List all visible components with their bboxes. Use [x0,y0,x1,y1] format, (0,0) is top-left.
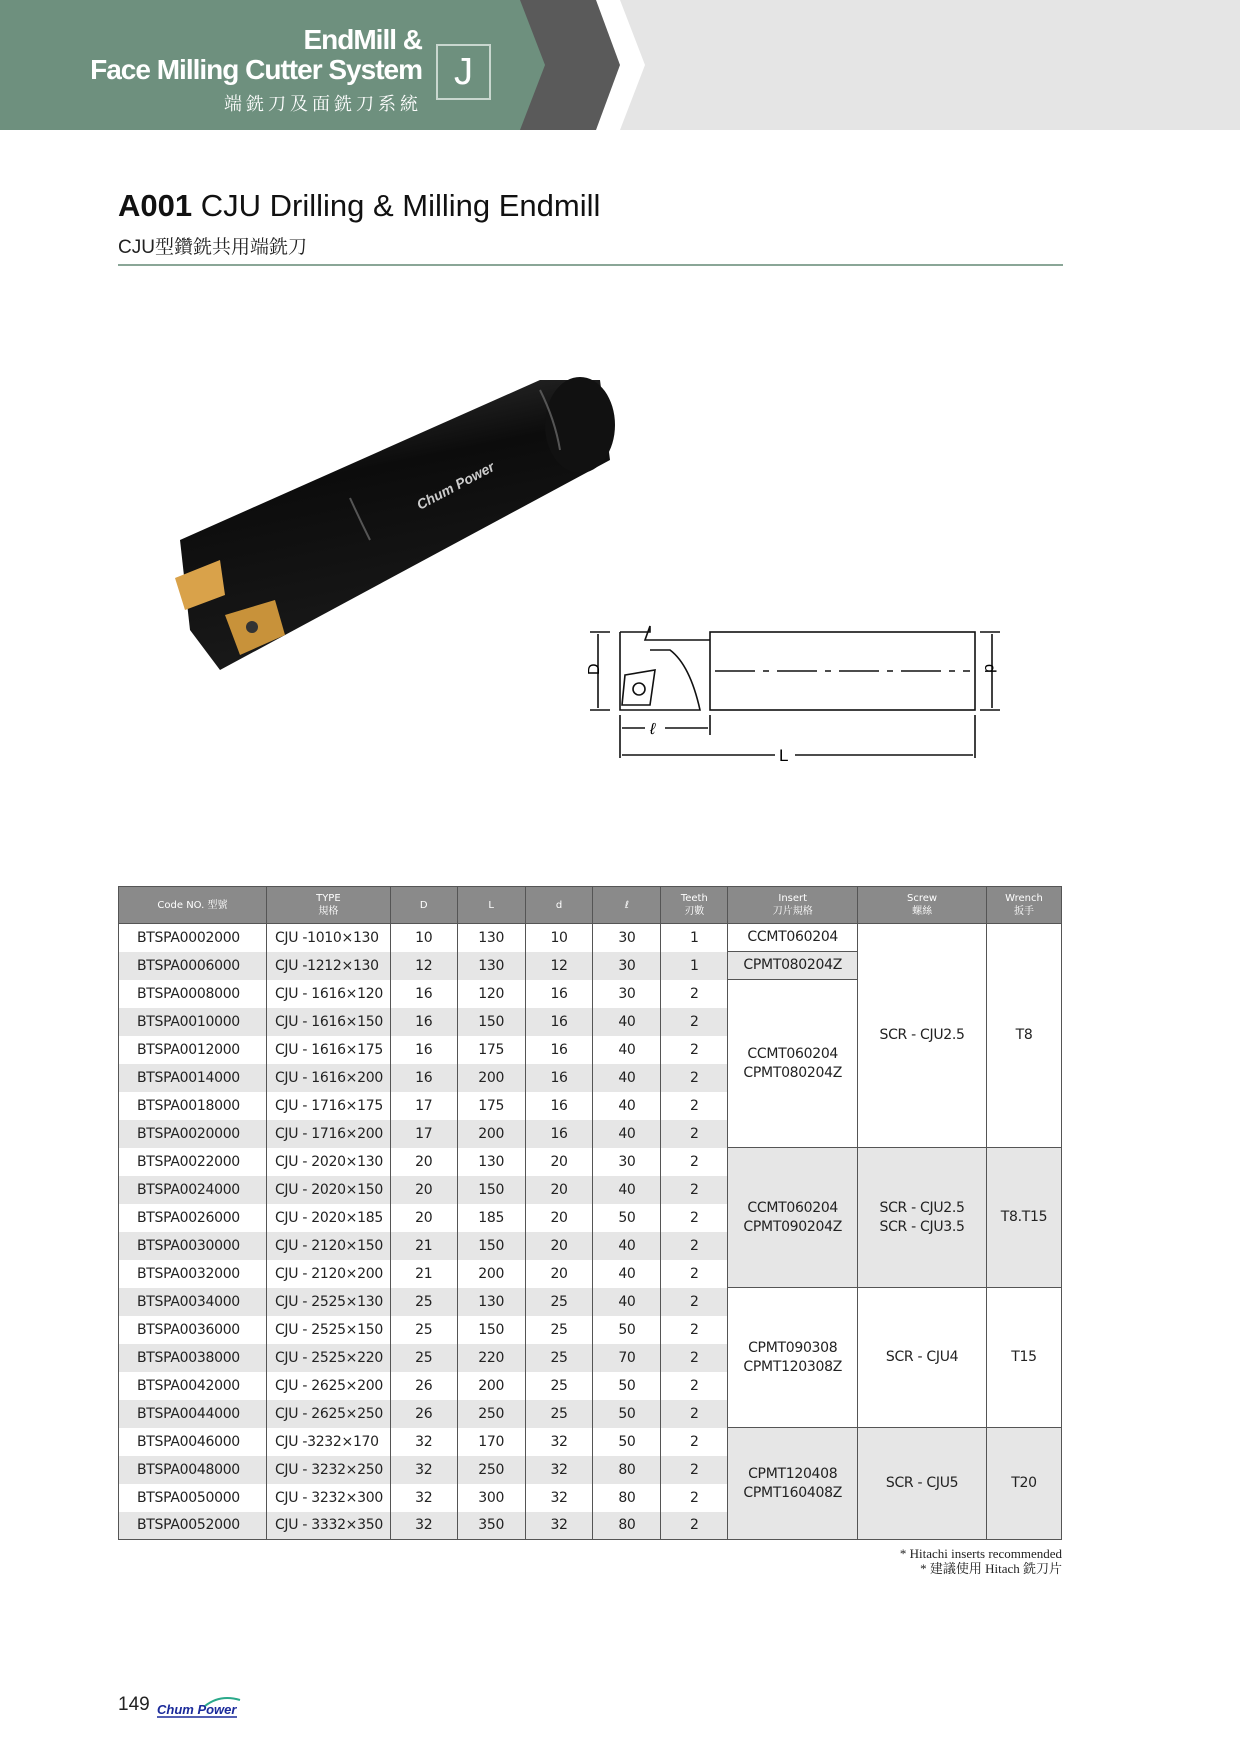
table-row [119,1428,1062,1456]
table-cell: 25 [390,1344,457,1372]
table-cell: 30 [593,980,661,1008]
table-cell: 21 [390,1232,457,1260]
footnote [900,1546,1062,1576]
table-cell: 16 [525,1120,593,1148]
table-cell: 40 [593,1176,661,1204]
wrench-cell: T8.T15 [986,1148,1061,1288]
header-title-chinese: 端銑刀及面銑刀系統 [224,94,422,114]
table-cell: BTSPA0010000 [119,1008,267,1036]
table-cell: CJU - 1716×200 [266,1120,390,1148]
brand-logo [155,1694,245,1720]
table-cell: CJU -3232×170 [266,1428,390,1456]
column-header-label: 扳手 [1013,906,1034,917]
table-cell: CJU -1212×130 [266,952,390,980]
column-header [390,887,457,924]
insert-spec: CPMT120308Z [743,1358,843,1375]
screw-cell [858,924,987,1148]
insert-cell [728,1428,858,1540]
table-cell: BTSPA0034000 [119,1288,267,1316]
table-cell: 2 [661,1064,728,1092]
table-cell: 1 [661,952,728,980]
table-cell: 40 [593,1232,661,1260]
table-cell: 50 [593,1204,661,1232]
table-cell: 16 [390,980,457,1008]
table-cell: 130 [457,924,525,952]
wrench-cell: T15 [986,1288,1061,1428]
table-cell: 20 [525,1204,593,1232]
table-cell: 32 [525,1456,593,1484]
column-header [661,887,728,924]
table-cell: 32 [390,1484,457,1512]
page-subtitle: CJU型鑽銑共用端銑刀 [118,237,307,258]
table-cell: 2 [661,1400,728,1428]
table-cell: 150 [457,1176,525,1204]
column-header-label: Screw [907,893,938,904]
insert-spec: CPMT080204Z [743,957,843,973]
screw-spec: SCR - CJU2.5 [879,1199,965,1216]
title-divider [118,264,1063,266]
table-cell: 2 [661,1512,728,1540]
table-cell: 10 [525,924,593,952]
column-header-label: ℓ [624,899,629,911]
table-cell: BTSPA0050000 [119,1484,267,1512]
table-cell: BTSPA0026000 [119,1204,267,1232]
column-header-label: Code NO. 型號 [157,899,228,911]
table-cell: 300 [457,1484,525,1512]
table-cell: 32 [525,1428,593,1456]
insert-spec: CCMT060204 [747,1199,839,1216]
table-cell: 130 [457,1288,525,1316]
table-cell: 25 [525,1316,593,1344]
table-cell: BTSPA0008000 [119,980,267,1008]
column-header [593,887,661,924]
footnote-en: * Hitachi inserts recommended [899,1546,1062,1561]
insert-cell [728,1288,858,1428]
table-cell: 185 [457,1204,525,1232]
column-header-label: 規格 [318,906,339,917]
table-cell: BTSPA0002000 [119,924,267,952]
dim-l: ℓ [650,721,656,738]
table-cell: 32 [525,1512,593,1540]
table-cell: BTSPA0042000 [119,1372,267,1400]
screw-cell [858,1428,987,1540]
table-cell: BTSPA0044000 [119,1400,267,1428]
table-cell: 2 [661,1204,728,1232]
table-cell: 20 [525,1176,593,1204]
insert-spec: CPMT160408Z [743,1484,843,1501]
table-cell: 120 [457,980,525,1008]
column-header [457,887,525,924]
table-cell: 20 [525,1232,593,1260]
column-header-label: Insert [778,893,808,904]
screw-spec: SCR - CJU3.5 [879,1218,965,1235]
table-cell: CJU - 2625×200 [266,1372,390,1400]
table-cell: 17 [390,1092,457,1120]
table-cell: BTSPA0024000 [119,1176,267,1204]
screw-cell [858,1148,987,1288]
column-header [525,887,593,924]
table-cell: 40 [593,1092,661,1120]
brand-logo-text: Chum Power [157,1702,237,1717]
page-title [118,188,600,224]
table-cell: CJU - 1716×175 [266,1092,390,1120]
table-cell: 170 [457,1428,525,1456]
table-cell: 2 [661,1456,728,1484]
wrench-cell: T8 [986,924,1061,1148]
table-cell: 200 [457,1260,525,1288]
table-cell: BTSPA0048000 [119,1456,267,1484]
table-cell: CJU - 1616×175 [266,1036,390,1064]
table-cell: BTSPA0032000 [119,1260,267,1288]
insert-spec: CPMT080204Z [743,1064,843,1081]
table-cell: 10 [390,924,457,952]
table-cell: 80 [593,1484,661,1512]
table-cell: 16 [525,1064,593,1092]
table-cell: CJU - 3232×300 [266,1484,390,1512]
dim-D: D [586,663,603,675]
table-cell: 250 [457,1400,525,1428]
column-header-label: L [488,899,494,911]
table-cell: 30 [593,952,661,980]
table-cell: 21 [390,1260,457,1288]
table-cell: 2 [661,1036,728,1064]
table-cell: 40 [593,1288,661,1316]
table-cell: 30 [593,924,661,952]
table-cell: CJU - 2120×150 [266,1232,390,1260]
table-cell: 16 [390,1008,457,1036]
table-cell: 32 [525,1484,593,1512]
table-cell: 20 [525,1148,593,1176]
section-badge: J [436,44,491,100]
column-header [119,887,267,924]
table-cell: 40 [593,1260,661,1288]
table-cell: CJU - 2020×130 [266,1148,390,1176]
product-photo [160,370,630,680]
table-cell: 70 [593,1344,661,1372]
table-cell: 16 [525,1008,593,1036]
table-row [119,1288,1062,1316]
wrench-cell: T20 [986,1428,1061,1540]
table-cell: 50 [593,1372,661,1400]
table-cell: 25 [525,1400,593,1428]
table-cell: 2 [661,1372,728,1400]
table-cell: 2 [661,1092,728,1120]
table-cell: 2 [661,1288,728,1316]
column-header [728,887,858,924]
table-cell: 80 [593,1512,661,1540]
table-cell: 250 [457,1456,525,1484]
table-cell: CJU - 1616×150 [266,1008,390,1036]
column-header-label: TYPE [316,893,341,904]
column-header-label: Teeth [680,893,708,904]
table-cell: 150 [457,1316,525,1344]
table-cell: BTSPA0030000 [119,1232,267,1260]
table-cell: 12 [390,952,457,980]
insert-spec: CCMT060204 [747,929,839,945]
table-cell: 200 [457,1120,525,1148]
column-header-label: d [555,899,563,911]
table-cell: 25 [525,1288,593,1316]
table-cell: 2 [661,1316,728,1344]
header-title-line2: Face Milling Cutter System [90,54,422,85]
table-cell: 2 [661,1148,728,1176]
table-cell: BTSPA0038000 [119,1344,267,1372]
table-cell: 16 [390,1036,457,1064]
table-cell: 40 [593,1120,661,1148]
insert-cell [728,980,858,1148]
column-header-label: 刀片規格 [772,906,813,917]
table-cell: BTSPA0052000 [119,1512,267,1540]
table-cell: CJU -1010×130 [266,924,390,952]
table-cell: 80 [593,1456,661,1484]
table-cell: 130 [457,1148,525,1176]
table-cell: 2 [661,1176,728,1204]
table-cell: 200 [457,1064,525,1092]
table-cell: 40 [593,1036,661,1064]
table-cell: CJU - 2525×150 [266,1316,390,1344]
screw-spec: SCR - CJU4 [885,1349,959,1365]
footnote-zh: * 建議使用 Hitach 銑刀片 [920,1561,1062,1576]
table-cell: CJU - 2525×130 [266,1288,390,1316]
table-cell: 32 [390,1456,457,1484]
table-cell: 20 [390,1148,457,1176]
screw-spec: SCR - CJU2.5 [879,1027,965,1043]
table-cell: 40 [593,1064,661,1092]
header-title-line1: EndMill & [303,24,422,55]
table-cell: 16 [525,1036,593,1064]
insert-cell [728,952,858,980]
table-cell: 2 [661,1008,728,1036]
table-header [119,887,1062,924]
table-cell: 32 [390,1428,457,1456]
table-cell: 2 [661,980,728,1008]
column-header [266,887,390,924]
table-cell: 2 [661,1484,728,1512]
table-cell: 175 [457,1036,525,1064]
table-row [119,1148,1062,1176]
table-cell: 26 [390,1372,457,1400]
table-cell: 50 [593,1400,661,1428]
table-cell: 150 [457,1232,525,1260]
table-cell: 50 [593,1316,661,1344]
photo-brand-text: Chum Power [413,458,497,513]
table-cell: BTSPA0020000 [119,1120,267,1148]
table-cell: BTSPA0046000 [119,1428,267,1456]
table-cell: CJU - 2525×220 [266,1344,390,1372]
column-header-label: Wrench [1005,893,1043,904]
insert-cell [728,1148,858,1288]
column-header-label: 螺絲 [912,906,933,917]
table-cell: 25 [525,1372,593,1400]
table-cell: 40 [593,1008,661,1036]
table-cell: CJU - 1616×200 [266,1064,390,1092]
table-cell: 20 [390,1176,457,1204]
table-cell: CJU - 2020×150 [266,1176,390,1204]
table-cell: 20 [525,1260,593,1288]
dim-d: d [981,664,998,673]
table-cell: 30 [593,1148,661,1176]
table-row [119,924,1062,952]
column-header [858,887,987,924]
table-cell: 32 [390,1512,457,1540]
product-name: CJU Drilling & Milling Endmill [200,188,601,223]
table-cell: BTSPA0012000 [119,1036,267,1064]
insert-spec: CPMT090204Z [743,1218,843,1235]
table-cell: 220 [457,1344,525,1372]
table-cell: 2 [661,1344,728,1372]
table-cell: 2 [661,1232,728,1260]
specification-table [118,886,1062,1540]
dim-L: L [779,746,789,765]
table-cell: CJU - 2020×185 [266,1204,390,1232]
insert-spec: CPMT120408 [748,1465,838,1482]
table-cell: 2 [661,1428,728,1456]
product-code: A001 [118,188,193,223]
column-header-label: D [419,899,428,911]
page-number: 149 [118,1694,150,1715]
column-header-label: 刃數 [684,906,705,917]
table-cell: 16 [525,980,593,1008]
table-cell: 200 [457,1372,525,1400]
table-cell: 150 [457,1008,525,1036]
table-cell: 25 [390,1316,457,1344]
table-cell: BTSPA0022000 [119,1148,267,1176]
insert-spec: CPMT090308 [748,1339,838,1356]
insert-cell [728,924,858,952]
table-cell: CJU - 2625×250 [266,1400,390,1428]
screw-spec: SCR - CJU5 [885,1475,959,1491]
insert-spec: CCMT060204 [747,1045,839,1062]
table-cell: 350 [457,1512,525,1540]
table-cell: CJU - 3332×350 [266,1512,390,1540]
technical-drawing [580,620,1010,770]
table-cell: 130 [457,952,525,980]
table-cell: 175 [457,1092,525,1120]
table-cell: 20 [390,1204,457,1232]
screw-cell [858,1288,987,1428]
table-cell: 1 [661,924,728,952]
table-cell: 25 [390,1288,457,1316]
table-cell: CJU - 3232×250 [266,1456,390,1484]
table-cell: 12 [525,952,593,980]
table-cell: 25 [525,1344,593,1372]
table-cell: BTSPA0014000 [119,1064,267,1092]
table-cell: 17 [390,1120,457,1148]
table-cell: 26 [390,1400,457,1428]
table-cell: CJU - 1616×120 [266,980,390,1008]
table-cell: BTSPA0018000 [119,1092,267,1120]
table-cell: 16 [390,1064,457,1092]
table-cell: BTSPA0006000 [119,952,267,980]
table-cell: 2 [661,1120,728,1148]
table-cell: BTSPA0036000 [119,1316,267,1344]
table-cell: CJU - 2120×200 [266,1260,390,1288]
table-cell: 16 [525,1092,593,1120]
table-cell: 2 [661,1260,728,1288]
table-cell: 50 [593,1428,661,1456]
column-header [986,887,1061,924]
